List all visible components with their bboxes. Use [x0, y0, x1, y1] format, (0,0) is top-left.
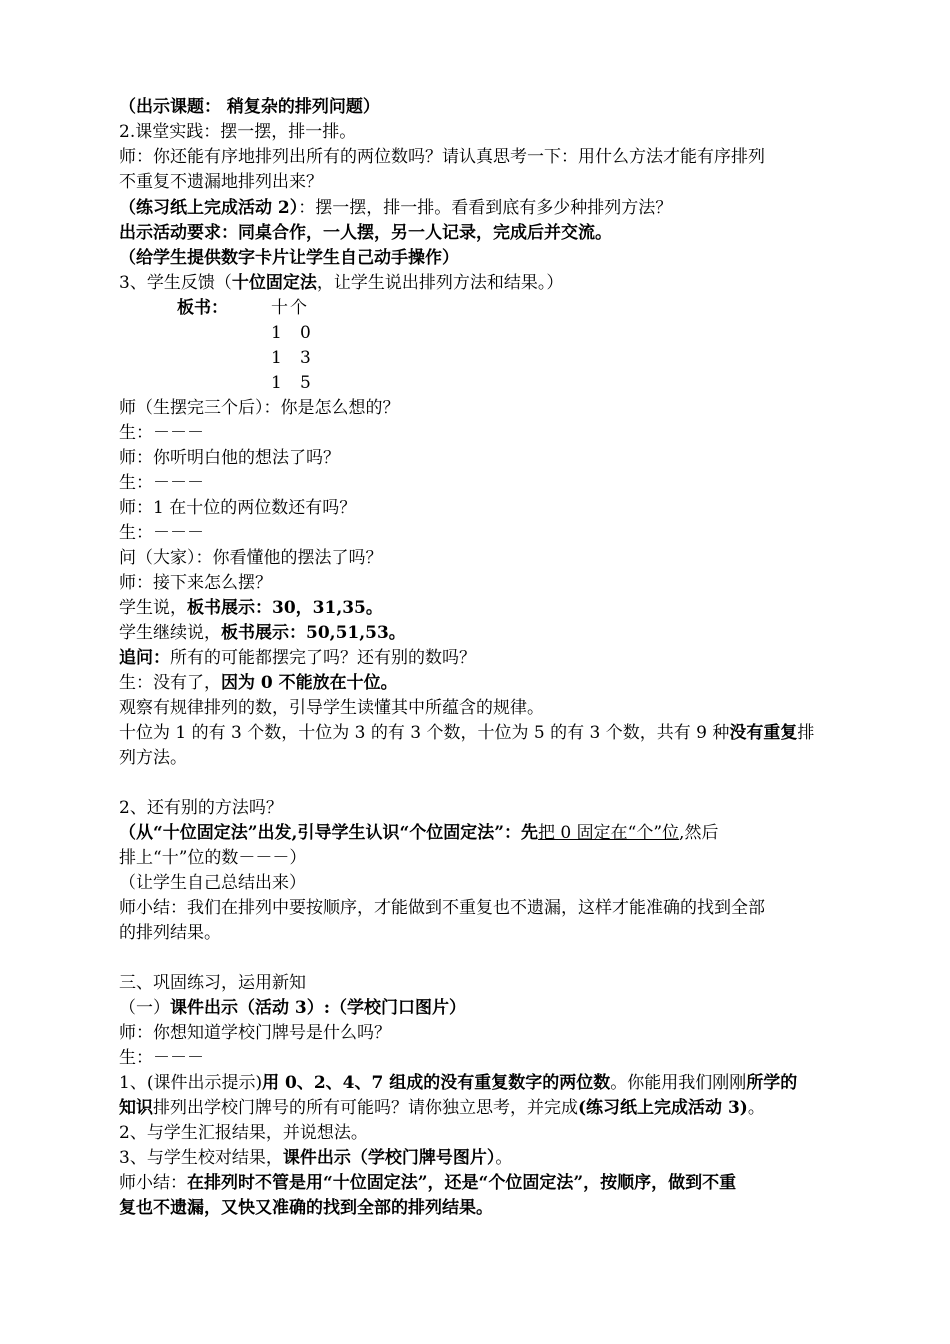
text-line [119, 847, 306, 869]
text-span: 师：你想知道学校门牌号是什么吗？ [119, 1023, 391, 1043]
text-line [119, 272, 563, 294]
lesson-title-line [119, 96, 380, 118]
bold-span: (练习纸上完成活动 3) [578, 1098, 748, 1118]
bold-span: 板书展示：30，31,35。 [187, 598, 383, 618]
text-line [119, 447, 340, 469]
text-line [119, 1122, 368, 1144]
text-span: 。你能用我们刚刚 [610, 1073, 747, 1093]
bold-span: （练习纸上完成活动 2） [119, 198, 299, 218]
text-span: 3、与学生校对结果， [119, 1148, 283, 1168]
text-line [119, 697, 544, 719]
text-line [119, 672, 398, 694]
text-span: 1、(课件出示提示) [119, 1073, 263, 1093]
text-line [119, 547, 383, 569]
text-span: 师小结：我们在排列中要按顺序，才能做到不重复也不遗漏，这样才能准确的找到全部 [119, 898, 765, 918]
text-span: 。 [495, 1148, 513, 1168]
text-span: 观察有规律排列的数，引导学生读懂其中所蕴含的规律。 [119, 698, 544, 718]
text-span: 学生继续说， [119, 623, 221, 643]
text-span: 三、巩固练习，运用新知 [119, 973, 306, 993]
text-span: 排上“十”位的数－－－） [119, 848, 307, 868]
text-span: ,然后 [679, 823, 719, 843]
text-line [119, 797, 283, 819]
text-span: 生：没有了， [119, 673, 221, 693]
bold-span: 追问： [119, 648, 170, 668]
board-header: 十个 [271, 298, 309, 318]
board-cell: 1 [271, 348, 282, 368]
section-heading [119, 972, 306, 994]
text-span: 排 [797, 723, 815, 743]
board-cell: 5 [300, 373, 311, 393]
bold-span: 用 0、2、4、7 组成的 [262, 1073, 441, 1093]
text-line [119, 622, 406, 644]
bold-span: 因为 0 不能放在十位。 [221, 673, 398, 693]
activity-requirements: 出示活动要求：同桌合作，一人摆，另一人记录，完成后并交流。 [119, 223, 612, 243]
text-line [119, 997, 466, 1019]
text-line [119, 822, 718, 844]
text-line [119, 146, 765, 168]
text-line [119, 1022, 391, 1044]
bold-span: （从“十位固定法”出发,引导学生认识“个位固定法”：先 [119, 823, 539, 843]
bold-span: 十位固定法 [231, 273, 317, 293]
underlined-span: 把 0 固定在“个”位 [538, 823, 680, 843]
text-line [119, 647, 476, 669]
text-span: 学生说， [119, 598, 187, 618]
text-span: 生：－－－ [119, 473, 204, 493]
bold-span: 没有重复数字的两位数 [440, 1073, 611, 1093]
text-line [119, 222, 612, 244]
text-line [119, 1172, 736, 1194]
text-span: 排列出学校门牌号的所有可能吗？请你独立思考，并完成 [153, 1098, 578, 1118]
bold-span: 课件出示（学校门牌号图片） [282, 1148, 496, 1168]
text-line [119, 422, 204, 444]
text-line [119, 572, 272, 594]
text-span: 师：1 在十位的两位数还有吗？ [119, 498, 357, 518]
text-line [119, 897, 765, 919]
text-span: 问（大家）：你看懂他的摆法了吗？ [119, 548, 383, 568]
text-line [119, 922, 221, 944]
text-line [119, 1197, 493, 1219]
text-span: ，让学生说出排列方法和结果。） [316, 273, 564, 293]
text-span: 生：－－－ [119, 423, 204, 443]
text-line [119, 1097, 765, 1119]
text-line [119, 171, 323, 193]
text-span: （给学生提供数字卡片让学生自己动手操作） [119, 248, 459, 268]
text-line [119, 1147, 512, 1169]
bold-span: 所学的 [746, 1073, 798, 1093]
text-span: 2、与学生汇报结果，并说想法。 [119, 1123, 368, 1143]
text-span: 十位为 1 的有 3 个数，十位为 3 的有 3 个数，十位为 5 的有 3 个数，共有 9 种 [119, 723, 730, 743]
text-span: 所有的可能都摆完了吗？还有别的数吗？ [170, 648, 476, 668]
text-line [119, 1047, 204, 1069]
bold-span: 课件出示（活动 3）:（学校门口图片） [170, 998, 467, 1018]
text-line [119, 522, 204, 544]
text-line [119, 247, 459, 269]
text-span: 的排列结果。 [119, 923, 221, 943]
text-span: 生：－－－ [119, 523, 204, 543]
board-cell: 1 [271, 323, 282, 343]
lesson-title: （出示课题： 稍复杂的排列问题） [119, 97, 380, 117]
text-span: ：摆一摆，排一排。看看到底有多少种排列方法？ [298, 198, 673, 218]
bold-span: 在排列时不管是用“十位固定法”，还是“个位固定法”，按顺序，做到不重 [187, 1173, 737, 1193]
text-span: 2、还有别的方法吗？ [119, 798, 283, 818]
text-span: 。 [747, 1098, 765, 1118]
text-span: 师：接下来怎么摆？ [119, 573, 272, 593]
text-span: 2.课堂实践：摆一摆，排一排。 [119, 122, 357, 142]
text-line [119, 497, 356, 519]
text-span: 师小结： [119, 1173, 187, 1193]
text-line [119, 747, 187, 769]
text-line [119, 722, 814, 744]
board-label: 板书： [177, 298, 228, 318]
text-line [119, 121, 356, 143]
board-cell: 1 [271, 373, 282, 393]
text-span: 师：你还能有序地排列出所有的两位数吗？请认真思考一下：用什么方法才能有序排列 [119, 147, 765, 167]
text-line [119, 597, 383, 619]
bold-span: 知识 [119, 1098, 153, 1118]
text-span: 师（生摆完三个后）：你是怎么想的？ [119, 398, 400, 418]
board-cell: 3 [300, 348, 311, 368]
text-line [119, 472, 204, 494]
text-line [119, 1072, 797, 1094]
text-span: 师：你听明白他的想法了吗？ [119, 448, 340, 468]
text-line [119, 197, 672, 219]
bold-span: 没有重复 [729, 723, 798, 743]
text-span: （一） [119, 998, 170, 1018]
board-cell: 0 [300, 323, 311, 343]
bold-span: 板书展示：50,51,53。 [221, 623, 406, 643]
text-line [119, 397, 400, 419]
text-span: 3、学生反馈（ [119, 273, 232, 293]
text-span: 复也不遗漏，又快又准确的找到全部的排列结果。 [119, 1198, 493, 1218]
text-line [119, 872, 306, 894]
text-span: 生：－－－ [119, 1048, 204, 1068]
text-span: （让学生自己总结出来） [119, 873, 306, 893]
text-span: 列方法。 [119, 748, 187, 768]
text-span: 不重复不遗漏地排列出来？ [119, 172, 323, 192]
